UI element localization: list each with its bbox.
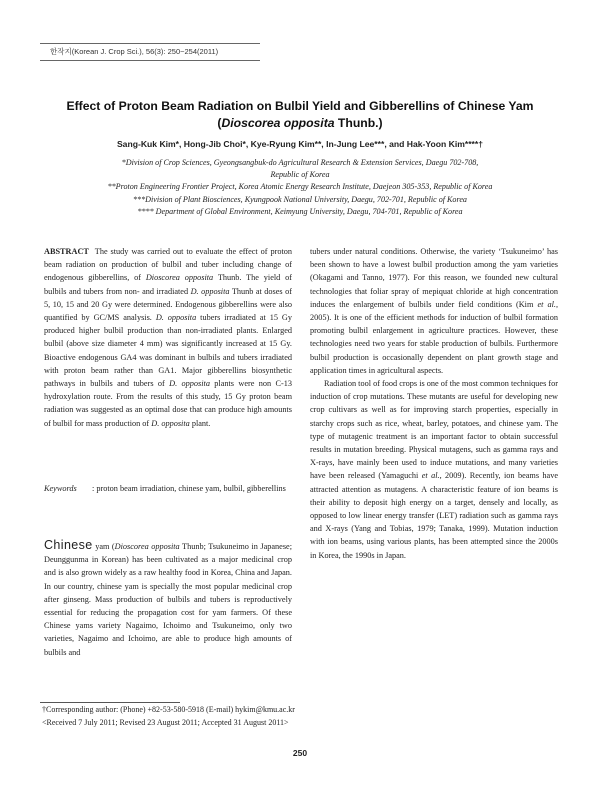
intro-paragraph-1: Chinese yam (Dioscorea opposita Thunb; Tsukuneimo in Japanese; Deunggunma in Korean) has been cultivated as a major medicinal crop and is also grown widely as a raw healthy food in Korea, China and Japan. In our country, chinese yam is specially the most popular medicinal crop after ginseng. Mass production of bulbils and tubers is reproductively essential for reducing the propagation cost for yam farmers. Of these Chinese yams variety Nagaimo, Ichoimo and Tsukuneimo, only two varieties, Nagaimo and Ichoimo, are able to produce high amounts of bulbils and	[44, 538, 293, 657]
keywords-block	[44, 482, 292, 495]
abstract-text: ABSTRACT The study was carried out to evaluate the effect of proton beam radiation on production of bulbil and tuber including change of endogenous gibberellins, of Dioscorea opposita Thunb. The yield of bulbils and tubers from non- and irradiated D. opposita Thunb at doses of 5, 10, 15 and 20 Gy were determined. Endogenous gibberellins were also quantified by GC/MS analysis. D. opposita tubers irradiated at 15 Gy produced higher bulbil production than non-irradiated plants. Enlarged bulbil (above size diameter 4 mm) was significantly increased at 15 Gy. Bioactive endogenous GA4 was dominant in bulbils and tubers irradiated with proton beam rather than GA1. Major gibberellins biosynthetic pathways in bulbils and tubers of D. opposita plants were non C-13 hydroxylation route. From the results of this study, 15 Gy proton beam radiation was suggested as an optimal dose that can produce high amounts of bulbil for mass production of D. opposita plant.	[44, 247, 293, 428]
intro-paragraph-1-cont: tubers under natural conditions. Otherwise, the variety ‘Tsukuneimo’ has been shown to have a lowest bulbil production among the yam varieties (Okagami and Tanno, 1977). For this reason, we founded new cultural technologies that foliar spray of mepiquat chloride at high concentration induces the enlargement of bulbils under field conditions (Kim et al., 2005). It is one of the efficient methods for induction of bulbil formation promoting bulbil enlargement in agriculture practices. However, these technologies need two years for stable production of bulbils. Furthermore bulbil production is occasionally dependent on plant growth stage and application times in agricultural aspects.	[310, 247, 558, 375]
paper-title-line1: Effect of Proton Beam Radiation on Bulbil Yield and Gibberellins of Chinese Yam	[66, 99, 534, 113]
affiliation-1-cont: Republic of Korea	[270, 170, 330, 179]
affiliation-2: **Proton Engineering Frontier Project, Korea Atomic Energy Research Institute, Daejeon 305-353, Republic of Korea	[107, 182, 493, 191]
abstract-heading: ABSTRACT	[44, 247, 89, 256]
title-species: Dioscorea opposita	[221, 116, 335, 130]
affiliation-3: ***Division of Plant Biosciences, Kyungpook National University, Daegu, 702-701, Republic of Korea	[133, 195, 467, 204]
keywords-text: : proton beam irradiation, chinese yam, bulbil, gibberellins	[92, 484, 286, 493]
affiliation-4: **** Department of Global Environment, Keimyung University, Daegu, 704-701, Republic of Korea	[137, 207, 463, 216]
abstract-block	[44, 245, 292, 430]
right-column	[310, 245, 558, 562]
footnote-rule	[40, 702, 180, 703]
page-number: 250	[292, 748, 308, 758]
header-rule-bottom	[40, 60, 260, 61]
paper-title-line2: (Dioscorea opposita Thunb.)	[217, 116, 383, 130]
header-rule-top	[40, 43, 260, 44]
journal-citation: 한작지(Korean J. Crop Sci.), 56(3): 250~254(2011)	[50, 47, 219, 56]
received-dates: <Received 7 July 2011; Revised 23 August 2011; Accepted 31 August 2011>	[42, 718, 289, 727]
intro-first-word: Chinese	[44, 538, 93, 552]
affiliation-1: *Division of Crop Sciences, Gyeongsangbuk-do Agricultural Research & Extension Services, Daegu 702-708,	[121, 158, 479, 167]
author-list: Sang-Kuk Kim*, Hong-Jib Choi*, Kye-Ryung Kim**, In-Jung Lee***, and Hak-Yoon Kim****†	[116, 139, 484, 149]
keywords-label: Keywords	[44, 484, 77, 493]
intro-paragraph-2: Radiation tool of food crops is one of the most common techniques for induction of crop mutations. These mutants are useful for developing new crop cultivars as well as for improving starch properties, especially in starchy crops such as rice, wheat, barley, potatoes, and chinese yam. The type of mutagenic treatment is an important factor to obtain successful results in mutation breeding. Physical mutagens, such as gamma rays and X-rays, have mainly been used to induce mutations, and many varieties have been released (Yamaguchi et al., 2009). Recently, ion beams have attracted attention as mutagens. A characteristic feature of ion beams is their ability to deposit high energy on a target, densely and locally, as opposed to low linear energy transfer (LET) radiation such as gamma rays and X-rays (Yang and Tobias, 1979; Tanaka, 1999). Mutation induction with ion beams, using various plants, has been attempted since the 2000s in Korea, the 1990s in Japan.	[310, 379, 558, 560]
corresponding-author: †Corresponding author: (Phone) +82-53-580-5918 (E-mail) hykim@kmu.ac.kr	[42, 705, 295, 714]
introduction-left	[44, 539, 292, 659]
